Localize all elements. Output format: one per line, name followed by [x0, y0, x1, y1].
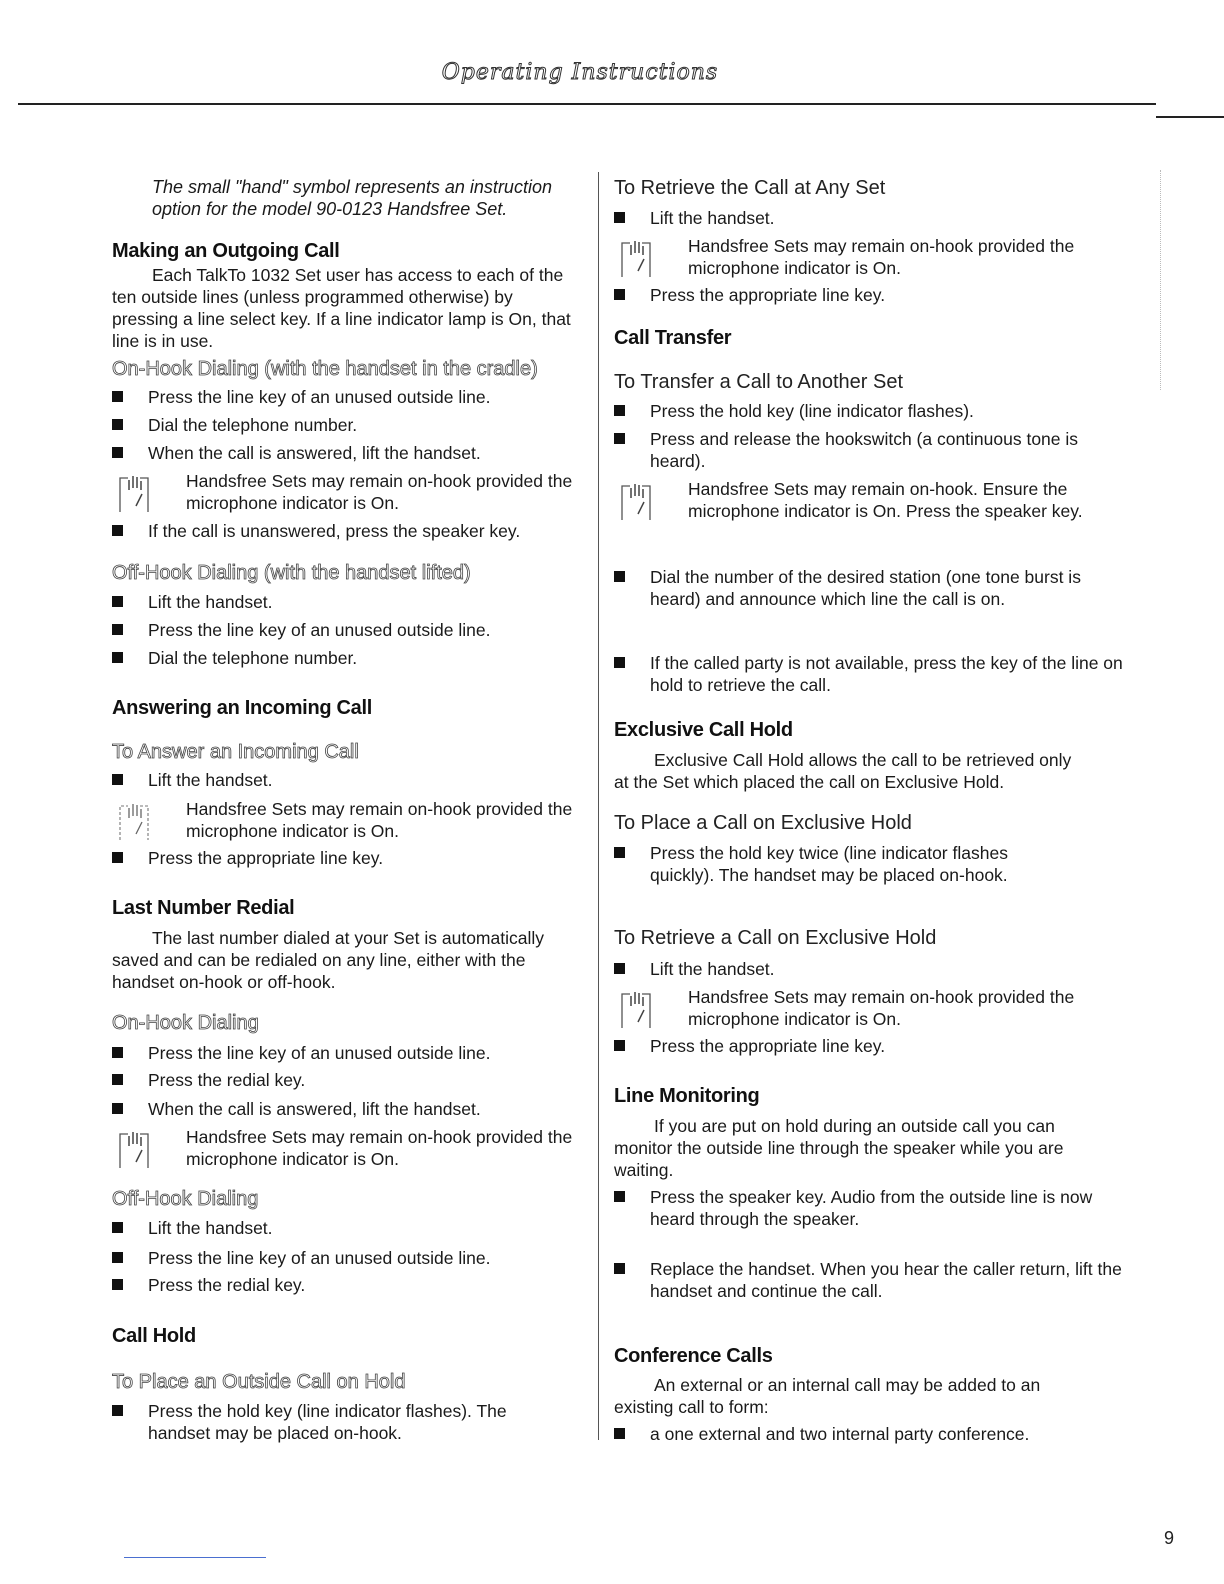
hand-icon — [618, 988, 654, 1030]
list-item: Dial the number of the desired station (one tone burst is heard) and announce which line the call is on. — [614, 566, 1124, 610]
bullet-square-icon — [112, 652, 123, 663]
heading-call-transfer: Call Transfer — [614, 327, 732, 349]
handsfree-note: Handsfree Sets may remain on-hook provided the microphone indicator is On. — [112, 470, 646, 514]
subheading-answer-call: To Answer an Incoming Call — [112, 741, 359, 763]
list-item: Press the line key of an unused outside line. — [112, 619, 608, 641]
list-item: Lift the handset. — [614, 958, 1124, 980]
list-item: Press the appropriate line key. — [112, 847, 608, 869]
bullet-square-icon — [112, 1279, 123, 1290]
list-item: a one external and two internal party conference. — [614, 1423, 1124, 1445]
bullet-square-icon — [614, 1428, 625, 1439]
handsfree-note: Handsfree Sets may remain on-hook. Ensure the microphone indicator is On. Press the speaker key. — [614, 478, 1088, 522]
bullet-square-icon — [112, 391, 123, 402]
list-item: Press the line key of an unused outside line. — [112, 386, 608, 408]
list-item: Press the hold key (line indicator flashes). The handset may be placed on-hook. — [112, 1400, 560, 1444]
hand-icon — [618, 480, 654, 522]
list-item: Lift the handset. — [614, 207, 1124, 229]
list-item: When the call is answered, lift the handset. — [112, 442, 608, 464]
list-item: Press the line key of an unused outside line. — [112, 1042, 608, 1064]
bullet-square-icon — [112, 1103, 123, 1114]
heading-outgoing-call: Making an Outgoing Call — [112, 240, 340, 262]
subheading-retrieve-exclusive-hold: To Retrieve a Call on Exclusive Hold — [614, 927, 937, 949]
list-item: If the call is unanswered, press the speaker key. — [112, 520, 608, 542]
bullet-square-icon — [112, 1222, 123, 1233]
list-item: Lift the handset. — [112, 1217, 608, 1239]
list-item: Replace the handset. When you hear the caller return, lift the handset and continue the call. — [614, 1258, 1124, 1302]
bullet-square-icon — [112, 1252, 123, 1263]
hand-icon — [618, 237, 654, 279]
subheading-offhook-dialing: Off-Hook Dialing — [112, 1188, 259, 1210]
intro-text: The small "hand" symbol represents an instruction option for the model 90-0123 Handsfree Set. — [152, 177, 552, 219]
heading-exclusive-call-hold: Exclusive Call Hold — [614, 719, 793, 741]
list-item: Press the line key of an unused outside line. — [112, 1247, 608, 1269]
outgoing-paragraph: Each TalkTo 1032 Set user has access to each of the ten outside lines (unless programmed otherwise) by pressing a line select key. If a line indicator lamp is On, that line is in use. — [112, 265, 571, 351]
handsfree-note: Handsfree Sets may remain on-hook provided the microphone indicator is On. — [112, 798, 646, 842]
bullet-square-icon — [614, 571, 625, 582]
handsfree-note: Handsfree Sets may remain on-hook provided the microphone indicator is On. — [614, 235, 1162, 279]
subheading-offhook-dialing: Off-Hook Dialing (with the handset lifted) — [112, 562, 471, 584]
heading-line-monitoring: Line Monitoring — [614, 1085, 760, 1107]
handsfree-note: Handsfree Sets may remain on-hook provided the microphone indicator is On. — [112, 1126, 646, 1170]
bullet-square-icon — [614, 1191, 625, 1202]
bullet-square-icon — [112, 624, 123, 635]
exclusive-paragraph: Exclusive Call Hold allows the call to be retrieved only at the Set which placed the call on Exclusive Hold. — [614, 750, 1072, 792]
bullet-square-icon — [112, 1405, 123, 1416]
bullet-square-icon — [614, 289, 625, 300]
subheading-onhook-dialing: On-Hook Dialing — [112, 1012, 259, 1034]
monitoring-paragraph: If you are put on hold during an outside call you can monitor the outside line through the speaker while you are waiting. — [614, 1116, 1064, 1180]
redial-paragraph: The last number dialed at your Set is automatically saved and can be redialed on any line, either with the handset on-hook or off-hook. — [112, 928, 544, 992]
heading-call-hold: Call Hold — [112, 1325, 196, 1347]
list-item: Press the appropriate line key. — [614, 1035, 1124, 1057]
list-item: Dial the telephone number. — [112, 414, 608, 436]
header-rule — [18, 103, 1156, 105]
bullet-square-icon — [614, 847, 625, 858]
list-item: If the called party is not available, press the key of the line on hold to retrieve the call. — [614, 652, 1124, 696]
page-number: 9 — [1164, 1528, 1175, 1548]
hand-icon — [116, 1128, 152, 1170]
subheading-transfer-call: To Transfer a Call to Another Set — [614, 371, 904, 393]
list-item: When the call is answered, lift the handset. — [112, 1098, 608, 1120]
subheading-place-exclusive-hold: To Place a Call on Exclusive Hold — [614, 812, 912, 834]
list-item: Press the speaker key. Audio from the outside line is now heard through the speaker. — [614, 1186, 1124, 1230]
bullet-square-icon — [614, 657, 625, 668]
bullet-square-icon — [112, 447, 123, 458]
footer-rule — [124, 1557, 266, 1558]
subheading-onhook-dialing: On-Hook Dialing (with the handset in the cradle) — [112, 358, 538, 380]
bullet-square-icon — [112, 1074, 123, 1085]
heading-conference-calls: Conference Calls — [614, 1345, 773, 1367]
bullet-square-icon — [614, 405, 625, 416]
bullet-square-icon — [614, 1040, 625, 1051]
list-item: Lift the handset. — [112, 591, 608, 613]
bullet-square-icon — [112, 852, 123, 863]
list-item: Press the redial key. — [112, 1274, 608, 1296]
bullet-square-icon — [112, 419, 123, 430]
page-edge-marks — [1160, 170, 1201, 390]
subheading-place-on-hold: To Place an Outside Call on Hold — [112, 1371, 406, 1393]
heading-answering-call: Answering an Incoming Call — [112, 697, 373, 719]
handsfree-note: Handsfree Sets may remain on-hook provided the microphone indicator is On. — [614, 986, 1162, 1030]
bullet-square-icon — [112, 1047, 123, 1058]
bullet-square-icon — [112, 596, 123, 607]
conference-paragraph: An external or an internal call may be added to an existing call to form: — [614, 1375, 1041, 1417]
hand-icon — [116, 800, 152, 842]
list-item: Dial the telephone number. — [112, 647, 608, 669]
list-item: Press the appropriate line key. — [614, 284, 1124, 306]
bullet-square-icon — [614, 433, 625, 444]
subheading-retrieve-any-set: To Retrieve the Call at Any Set — [614, 177, 886, 199]
list-item: Press the hold key (line indicator flashes). — [614, 400, 1124, 422]
header-rule-right — [1156, 116, 1224, 118]
bullet-square-icon — [614, 1263, 625, 1274]
heading-last-number-redial: Last Number Redial — [112, 897, 295, 919]
list-item: Lift the handset. — [112, 769, 608, 791]
hand-icon — [116, 472, 152, 514]
list-item: Press the redial key. — [112, 1069, 608, 1091]
page-header-title: Operating Instructions — [441, 60, 719, 85]
bullet-square-icon — [112, 774, 123, 785]
bullet-square-icon — [614, 963, 625, 974]
bullet-square-icon — [614, 212, 625, 223]
bullet-square-icon — [112, 525, 123, 536]
list-item: Press and release the hookswitch (a continuous tone is heard). — [614, 428, 1124, 472]
list-item: Press the hold key twice (line indicator flashes quickly). The handset may be placed on-hook. — [614, 842, 1070, 886]
